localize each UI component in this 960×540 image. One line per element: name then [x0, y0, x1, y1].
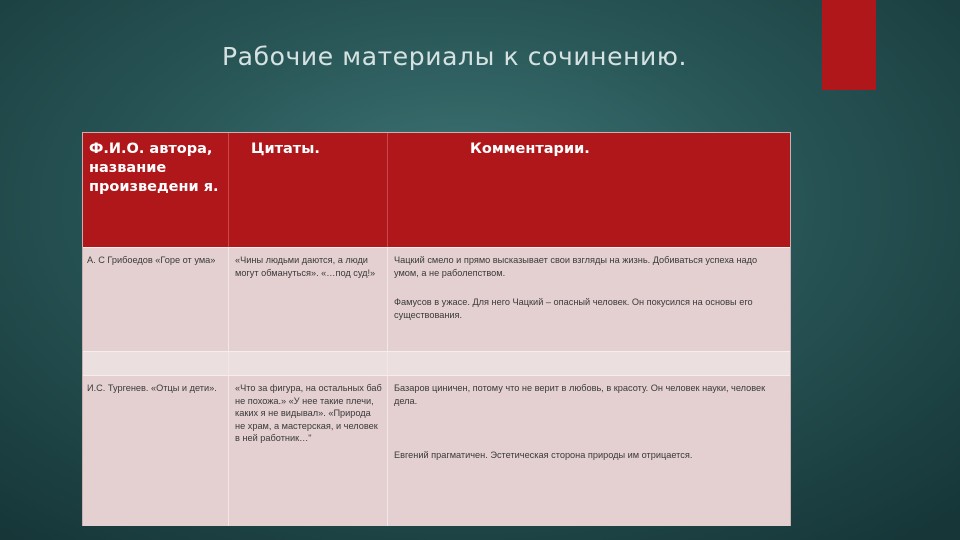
table-row [83, 351, 790, 375]
header-quotes-label: Цитаты. [251, 141, 320, 157]
comment-text: Базаров циничен, потому что не верит в любовь, в красоту. Он человек науки, человек дела. [394, 383, 766, 406]
comments-cell [388, 248, 790, 351]
comment-text: Фамусов в ужасе. Для него Чацкий – опасный человек. Он покусился на основы его существования. [394, 297, 753, 320]
comment-text [388, 352, 790, 358]
table-row [83, 247, 790, 351]
author-text: А. С Грибоедов «Горе от ума» [87, 255, 216, 265]
quotes-cell [229, 248, 388, 351]
table-header-row [83, 133, 790, 247]
comment-text: Евгений прагматичен. Эстетическая сторона природы им отрицается. [394, 450, 693, 460]
author-text [83, 352, 228, 358]
slide-title: Рабочие материалы к сочинению. [222, 42, 688, 71]
quotes-cell [229, 352, 388, 375]
author-cell [83, 248, 229, 351]
header-cell-quotes [229, 133, 388, 247]
header-author-label: Ф.И.О. автора, название произведени я. [89, 141, 219, 195]
header-cell-author [83, 133, 229, 247]
author-cell [83, 352, 229, 375]
comments-cell [388, 352, 790, 375]
comments-cell [388, 376, 790, 526]
quotes-text: «Чины людьми даются, а люди могут обмануться». «…под суд!» [235, 255, 376, 278]
table-row [83, 375, 790, 526]
author-text: И.С. Тургенев. «Отцы и дети». [87, 383, 217, 393]
quotes-text [229, 352, 387, 358]
quotes-text: «Что за фигура, на остальных баб не похожа.» «У нее такие плечи, каких я не видывал». «Природа не храм, а мастерская, и человек в ней работник…" [235, 383, 382, 443]
author-cell [83, 376, 229, 526]
comment-text: Чацкий смело и прямо высказывает свои взгляды на жизнь. Добиваться успеха надо умом, а не раболепством. [394, 255, 758, 278]
header-cell-comments [388, 133, 790, 247]
quotes-cell [229, 376, 388, 526]
header-comments-label: Комментарии. [470, 141, 590, 157]
essay-materials-table [82, 132, 791, 526]
accent-bar [822, 0, 876, 90]
